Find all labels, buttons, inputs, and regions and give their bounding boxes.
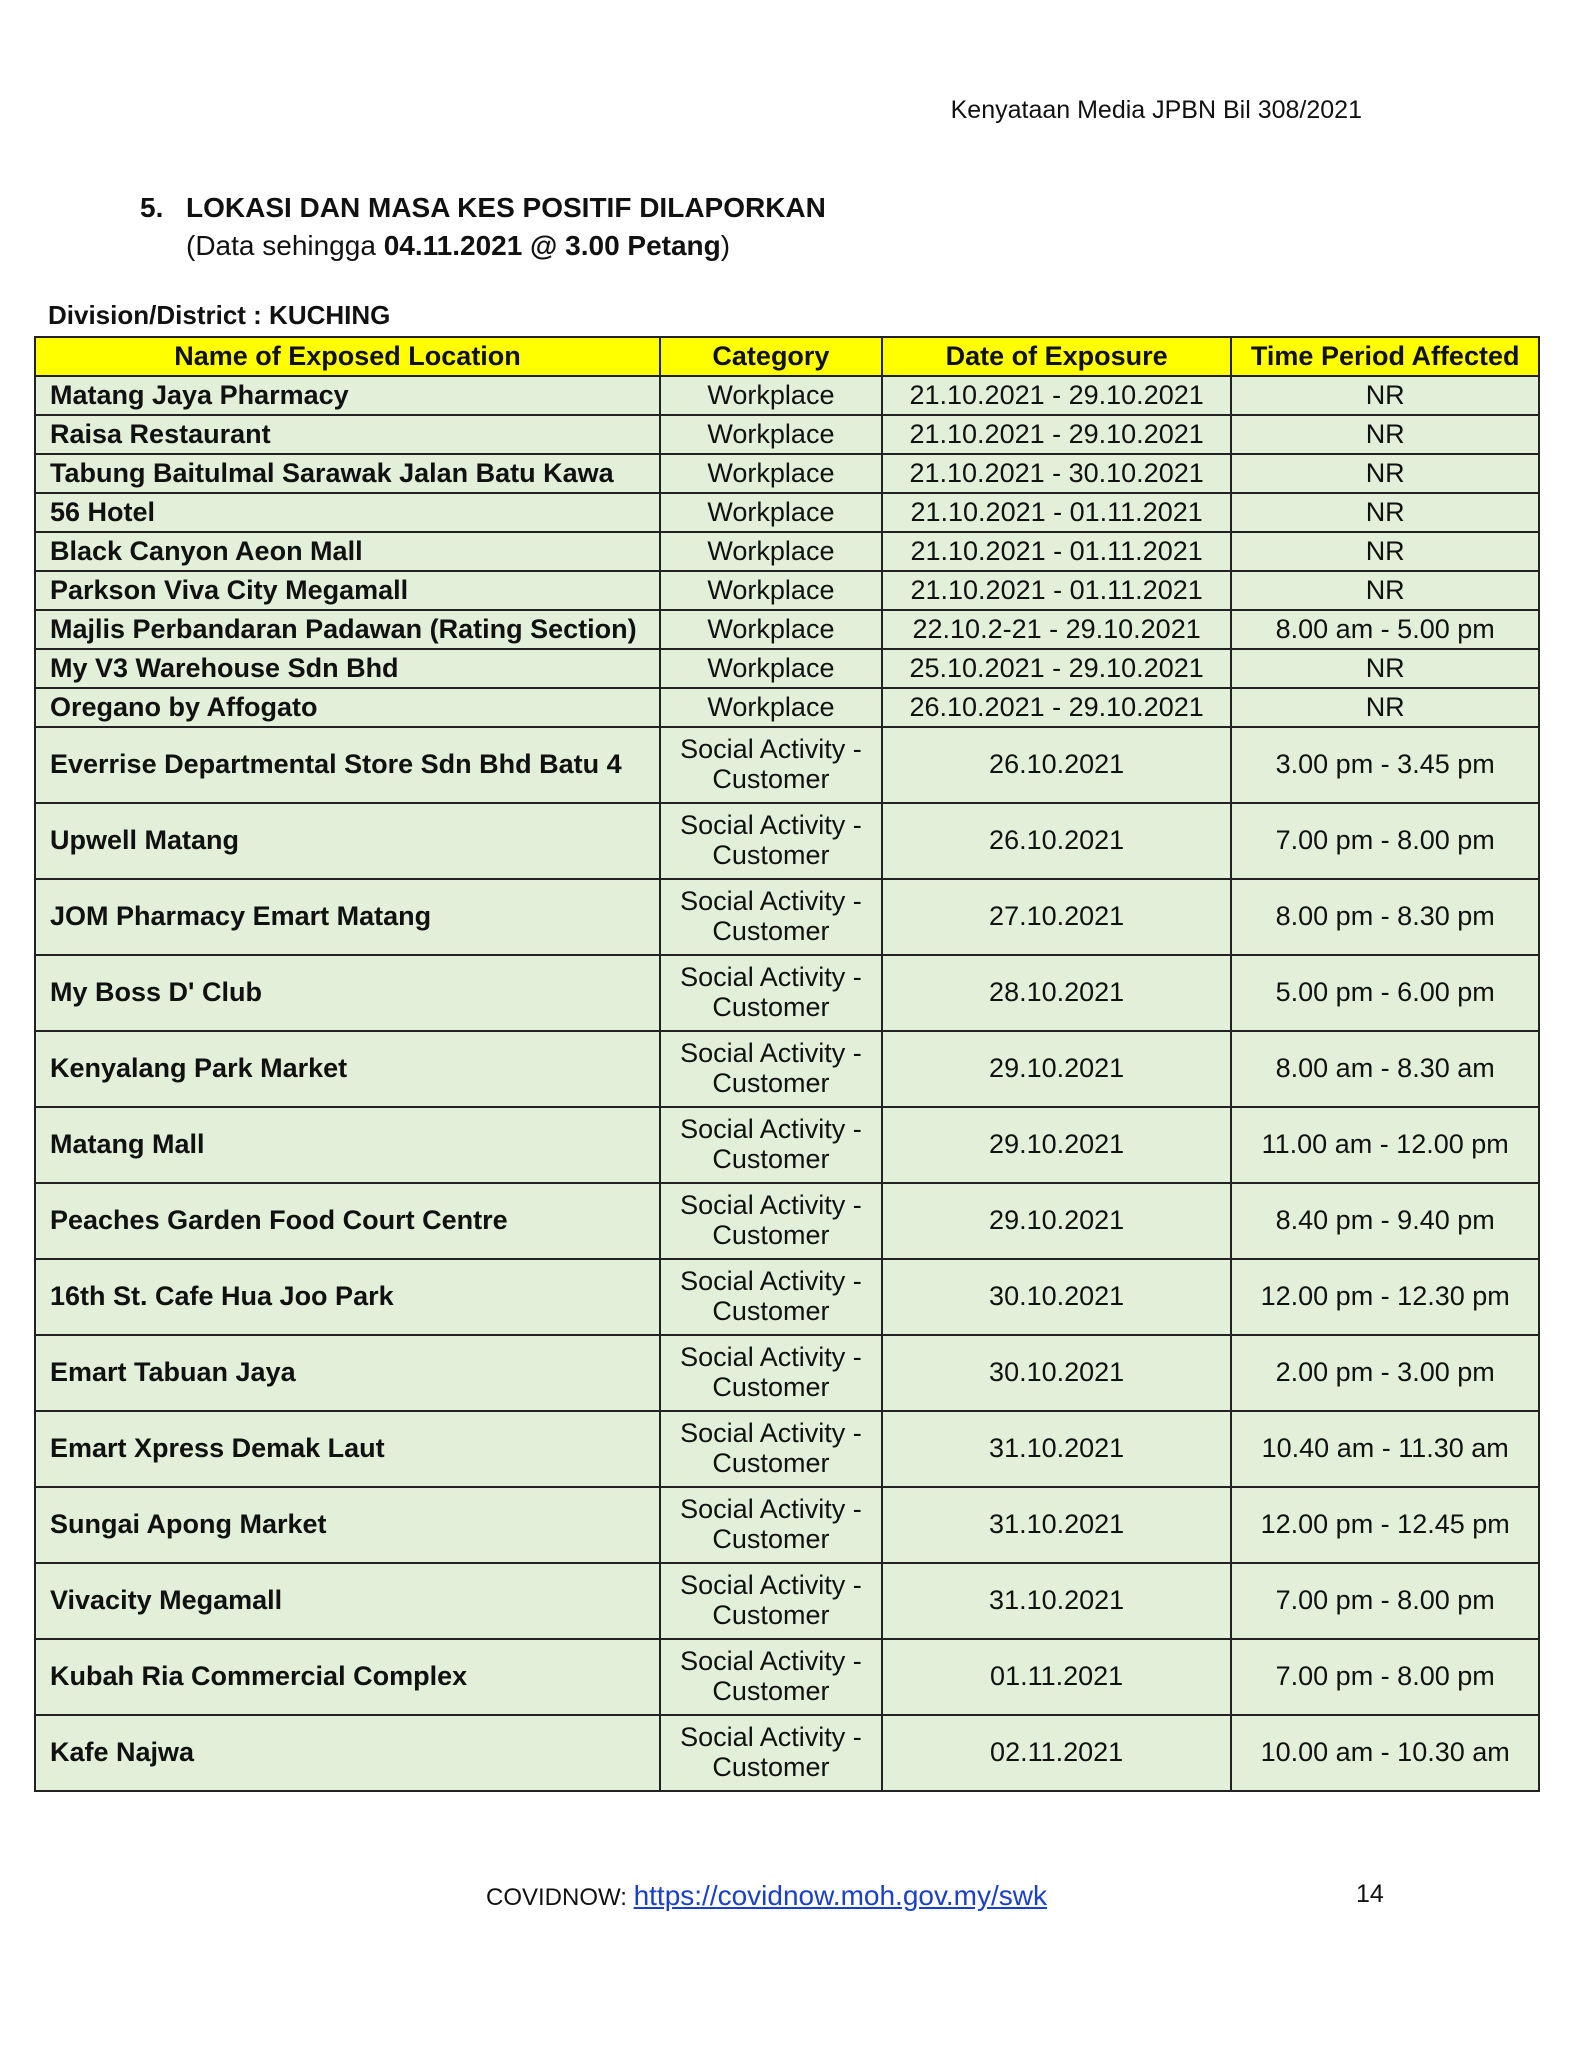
cell-location: Kafe Najwa [35,1715,660,1791]
table-row [35,1563,1539,1639]
cell-category: Social Activity - Customer [660,1639,882,1715]
cell-date: 29.10.2021 [882,1183,1232,1259]
cell-location: Matang Mall [35,1107,660,1183]
cell-date: 21.10.2021 - 29.10.2021 [882,376,1232,415]
table-row [35,1487,1539,1563]
cell-time: 8.40 pm - 9.40 pm [1231,1183,1539,1259]
division-district-label: Division/District : KUCHING [48,300,391,330]
table-row [35,649,1539,688]
table-row [35,610,1539,649]
cell-location: Matang Jaya Pharmacy [35,376,660,415]
cell-time: 7.00 pm - 8.00 pm [1231,1563,1539,1639]
cell-category: Social Activity - Customer [660,727,882,803]
cell-time: 7.00 pm - 8.00 pm [1231,1639,1539,1715]
section-heading [140,192,826,262]
cell-category: Social Activity - Customer [660,879,882,955]
cell-date: 21.10.2021 - 30.10.2021 [882,454,1232,493]
header-date: Date of Exposure [882,337,1232,376]
cell-location: Upwell Matang [35,803,660,879]
cell-time: NR [1231,688,1539,727]
exposure-location-table [34,336,1540,1792]
table-row [35,571,1539,610]
table-row [35,803,1539,879]
covidnow-link[interactable]: https://covidnow.moh.gov.my/swk [633,1880,1047,1911]
data-as-of-prefix: (Data sehingga [186,230,384,261]
section-title-line [140,192,826,224]
cell-location: Sungai Apong Market [35,1487,660,1563]
cell-date: 31.10.2021 [882,1487,1232,1563]
cell-time: 10.40 am - 11.30 am [1231,1411,1539,1487]
cell-location: JOM Pharmacy Emart Matang [35,879,660,955]
table-row [35,688,1539,727]
cell-time: NR [1231,493,1539,532]
cell-location: My Boss D' Club [35,955,660,1031]
cell-location: Majlis Perbandaran Padawan (Rating Section) [35,610,660,649]
footer-label: COVIDNOW: [486,1884,634,1911]
cell-category: Workplace [660,493,882,532]
cell-location: Parkson Viva City Megamall [35,571,660,610]
cell-category: Social Activity - Customer [660,1411,882,1487]
cell-category: Social Activity - Customer [660,1563,882,1639]
table-row [35,1259,1539,1335]
cell-location: Emart Xpress Demak Laut [35,1411,660,1487]
table-row [35,454,1539,493]
cell-date: 31.10.2021 [882,1563,1232,1639]
cell-date: 31.10.2021 [882,1411,1232,1487]
cell-category: Workplace [660,688,882,727]
cell-time: NR [1231,415,1539,454]
cell-category: Social Activity - Customer [660,955,882,1031]
cell-date: 28.10.2021 [882,955,1232,1031]
header-time: Time Period Affected [1231,337,1539,376]
cell-time: 5.00 pm - 6.00 pm [1231,955,1539,1031]
cell-location: Tabung Baitulmal Sarawak Jalan Batu Kawa [35,454,660,493]
table-row [35,1031,1539,1107]
cell-time: 11.00 am - 12.00 pm [1231,1107,1539,1183]
cell-time: NR [1231,454,1539,493]
cell-category: Workplace [660,571,882,610]
cell-location: Everrise Departmental Store Sdn Bhd Batu 4 [35,727,660,803]
cell-category: Workplace [660,532,882,571]
cell-category: Social Activity - Customer [660,1715,882,1791]
cell-date: 30.10.2021 [882,1259,1232,1335]
cell-location: Kubah Ria Commercial Complex [35,1639,660,1715]
cell-category: Social Activity - Customer [660,1031,882,1107]
cell-date: 25.10.2021 - 29.10.2021 [882,649,1232,688]
cell-date: 30.10.2021 [882,1335,1232,1411]
footer [486,1880,1047,1912]
cell-location: Oregano by Affogato [35,688,660,727]
table-row [35,415,1539,454]
cell-location: Emart Tabuan Jaya [35,1335,660,1411]
cell-date: 21.10.2021 - 29.10.2021 [882,415,1232,454]
cell-time: 3.00 pm - 3.45 pm [1231,727,1539,803]
cell-location: Kenyalang Park Market [35,1031,660,1107]
cell-time: NR [1231,532,1539,571]
cell-category: Social Activity - Customer [660,1259,882,1335]
cell-date: 26.10.2021 [882,727,1232,803]
cell-date: 21.10.2021 - 01.11.2021 [882,571,1232,610]
cell-date: 01.11.2021 [882,1639,1232,1715]
table-row [35,1411,1539,1487]
table-header-row [35,337,1539,376]
cell-time: 8.00 pm - 8.30 pm [1231,879,1539,955]
table-row [35,1183,1539,1259]
cell-category: Workplace [660,376,882,415]
cell-time: NR [1231,376,1539,415]
cell-location: 56 Hotel [35,493,660,532]
cell-time: 10.00 am - 10.30 am [1231,1715,1539,1791]
data-as-of-suffix: ) [720,230,731,261]
cell-location: 16th St. Cafe Hua Joo Park [35,1259,660,1335]
cell-category: Social Activity - Customer [660,1335,882,1411]
cell-date: 26.10.2021 - 29.10.2021 [882,688,1232,727]
table-row [35,493,1539,532]
cell-category: Social Activity - Customer [660,1107,882,1183]
cell-category: Social Activity - Customer [660,1183,882,1259]
table-row [35,727,1539,803]
table-row [35,1639,1539,1715]
page-number: 14 [1356,1880,1384,1908]
table-row [35,1715,1539,1791]
cell-time: 12.00 pm - 12.45 pm [1231,1487,1539,1563]
header-category: Category [660,337,882,376]
cell-time: 12.00 pm - 12.30 pm [1231,1259,1539,1335]
cell-category: Workplace [660,610,882,649]
header-location: Name of Exposed Location [35,337,660,376]
cell-date: 02.11.2021 [882,1715,1232,1791]
cell-date: 26.10.2021 [882,803,1232,879]
cell-date: 27.10.2021 [882,879,1232,955]
cell-date: 29.10.2021 [882,1031,1232,1107]
cell-time: NR [1231,571,1539,610]
table-row [35,955,1539,1031]
cell-category: Social Activity - Customer [660,1487,882,1563]
cell-location: Vivacity Megamall [35,1563,660,1639]
cell-time: 8.00 am - 5.00 pm [1231,610,1539,649]
cell-location: Peaches Garden Food Court Centre [35,1183,660,1259]
section-number: 5. [140,192,164,223]
cell-time: 2.00 pm - 3.00 pm [1231,1335,1539,1411]
cell-location: My V3 Warehouse Sdn Bhd [35,649,660,688]
table-row [35,532,1539,571]
cell-date: 21.10.2021 - 01.11.2021 [882,493,1232,532]
cell-location: Black Canyon Aeon Mall [35,532,660,571]
cell-location: Raisa Restaurant [35,415,660,454]
cell-date: 21.10.2021 - 01.11.2021 [882,532,1232,571]
section-title: LOKASI DAN MASA KES POSITIF DILAPORKAN [186,192,826,223]
cell-category: Social Activity - Customer [660,803,882,879]
table-row [35,376,1539,415]
table-row [35,879,1539,955]
cell-time: 7.00 pm - 8.00 pm [1231,803,1539,879]
table-row [35,1107,1539,1183]
data-as-of-line [186,230,826,262]
data-as-of-datetime: 04.11.2021 @ 3.00 Petang [383,230,721,261]
cell-time: 8.00 am - 8.30 am [1231,1031,1539,1107]
cell-date: 29.10.2021 [882,1107,1232,1183]
table-row [35,1335,1539,1411]
cell-category: Workplace [660,454,882,493]
cell-date: 22.10.2-21 - 29.10.2021 [882,610,1232,649]
cell-time: NR [1231,649,1539,688]
cell-category: Workplace [660,649,882,688]
document-reference: Kenyataan Media JPBN Bil 308/2021 [950,96,1362,124]
cell-category: Workplace [660,415,882,454]
